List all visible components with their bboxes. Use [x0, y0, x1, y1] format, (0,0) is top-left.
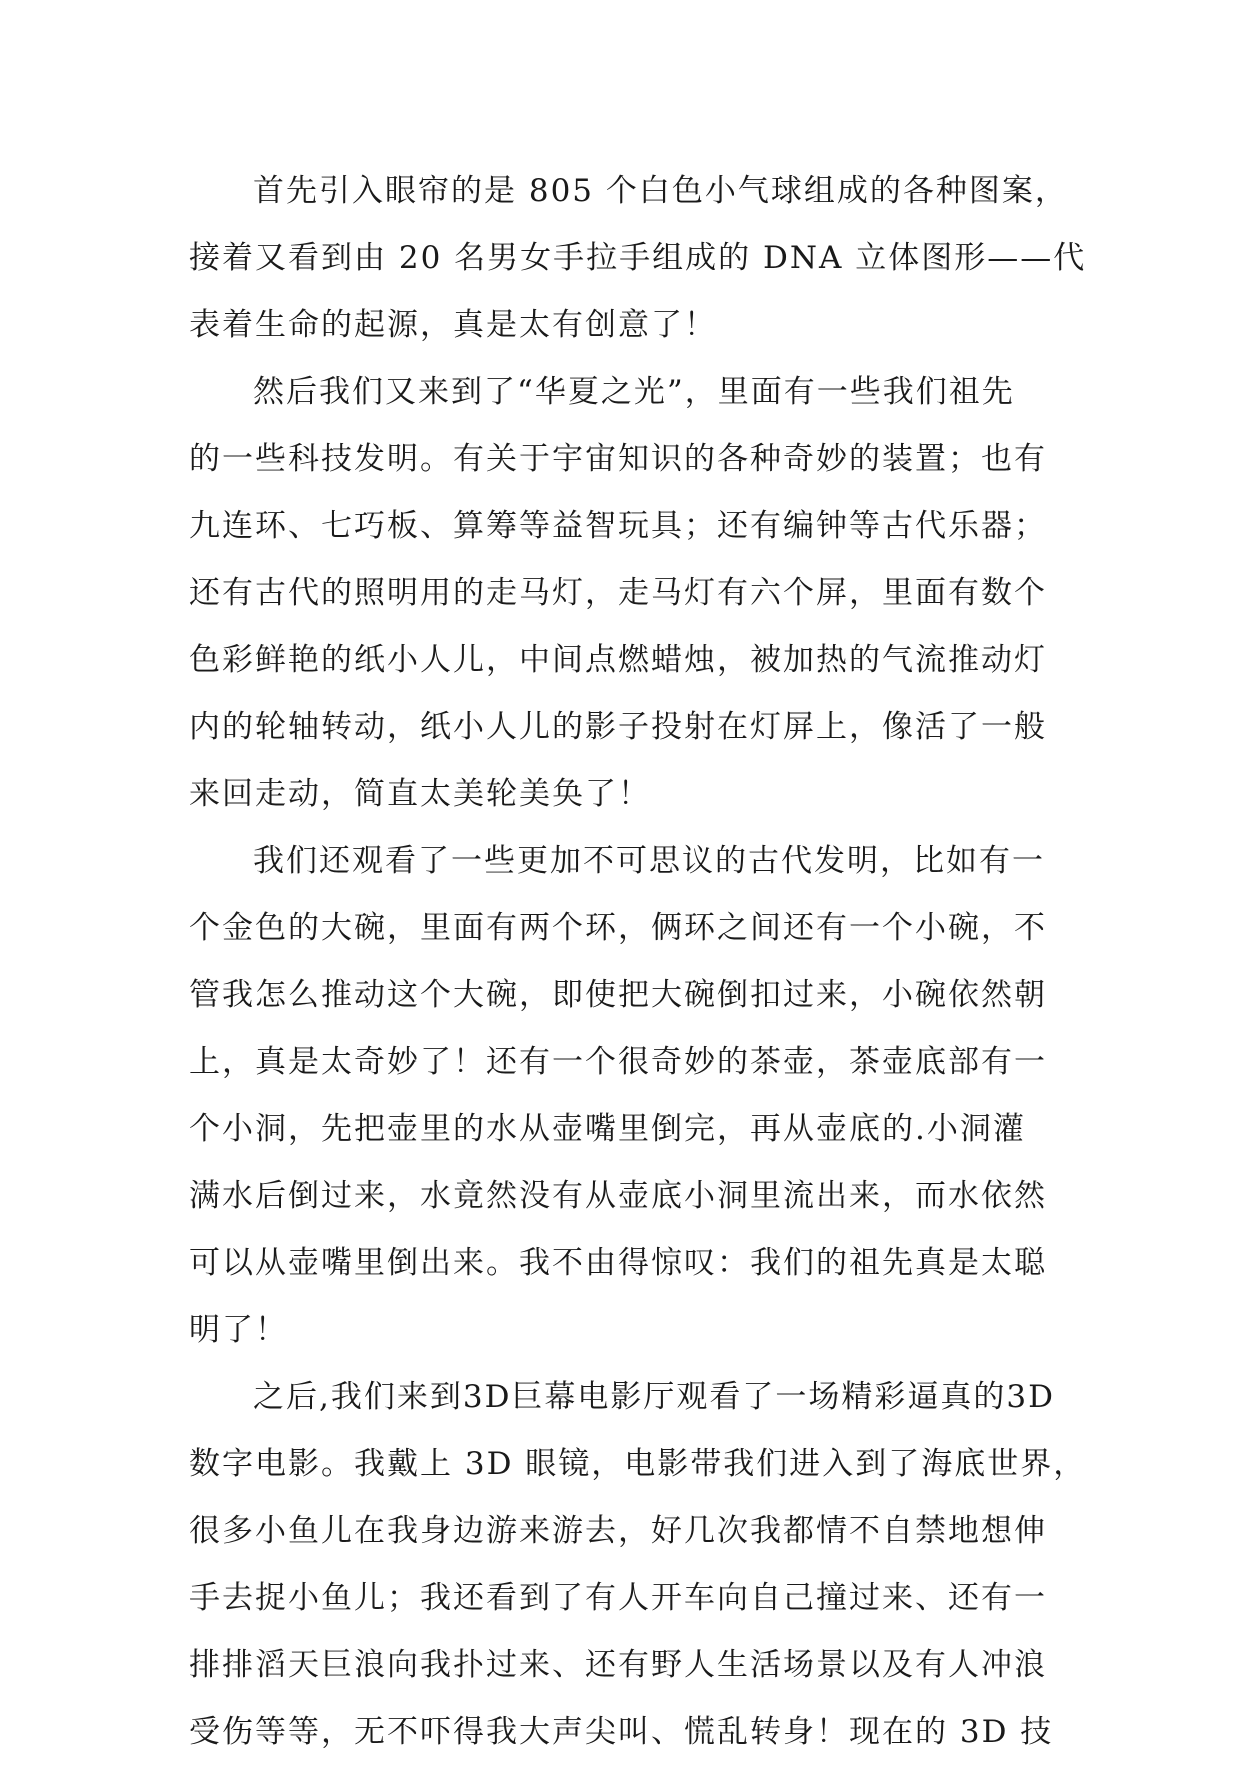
document-body — [189, 158, 1087, 1766]
text-line: 表着生命的起源，真是太有创意了！ — [189, 307, 717, 343]
paragraph-3d-cinema — [189, 1364, 1087, 1766]
text-line: 可以从壶嘴里倒出来。我不由得惊叹：我们的祖先真是太聪 — [189, 1245, 1047, 1281]
text-line: 我们还观看了一些更加不可思议的古代发明，比如有一 — [253, 843, 1045, 879]
paragraph-balloons — [189, 158, 1087, 359]
text-line: 明了！ — [189, 1312, 288, 1348]
text-line: 然后我们又来到了“华夏之光”，里面有一些我们祖先 — [253, 374, 1015, 410]
text-line: 九连环、七巧板、算筹等益智玩具；还有编钟等古代乐器； — [189, 508, 1047, 544]
text-line: 内的轮轴转动，纸小人儿的影子投射在灯屏上，像活了一般 — [189, 709, 1047, 745]
text-line: 管我怎么推动这个大碗，即使把大碗倒扣过来，小碗依然朝 — [189, 977, 1047, 1013]
text-line: 接着又看到由 20 名男女手拉手组成的 DNA 立体图形——代 — [189, 240, 1087, 276]
paragraph-huaxia — [189, 359, 1059, 828]
text-line: 之后,我们来到3D巨幕电影厅观看了一场精彩逼真的3D — [253, 1379, 1056, 1415]
text-line: 个金色的大碗，里面有两个环，俩环之间还有一个小碗，不 — [189, 910, 1047, 946]
text-line: 手去捉小鱼儿；我还看到了有人开车向自己撞过来、还有一 — [189, 1580, 1047, 1616]
text-line: 很多小鱼儿在我身边游来游去，好几次我都情不自禁地想伸 — [189, 1513, 1047, 1549]
text-line: 满水后倒过来，水竟然没有从壶底小洞里流出来，而水依然 — [189, 1178, 1047, 1214]
text-line: 首先引入眼帘的是 805 个白色小气球组成的各种图案， — [253, 173, 1068, 209]
text-line: 的一些科技发明。有关于宇宙知识的各种奇妙的装置；也有 — [189, 441, 1047, 477]
text-line: 排排滔天巨浪向我扑过来、还有野人生活场景以及有人冲浪 — [189, 1647, 1047, 1683]
text-line: 色彩鲜艳的纸小人儿，中间点燃蜡烛，被加热的气流推动灯 — [189, 642, 1047, 678]
text-line: 还有古代的照明用的走马灯，走马灯有六个屏，里面有数个 — [189, 575, 1047, 611]
text-line: 上，真是太奇妙了！还有一个很奇妙的茶壶，茶壶底部有一 — [189, 1044, 1047, 1080]
text-line: 受伤等等，无不吓得我大声尖叫、慌乱转身！现在的 3D 技 — [189, 1714, 1054, 1750]
text-line: 数字电影。我戴上 3D 眼镜，电影带我们进入到了海底世界， — [189, 1446, 1087, 1482]
paragraph-inventions — [189, 828, 1059, 1364]
text-line: 个小洞，先把壶里的水从壶嘴里倒完，再从壶底的.小洞灌 — [189, 1111, 1026, 1147]
text-line: 来回走动，简直太美轮美奂了！ — [189, 776, 651, 812]
